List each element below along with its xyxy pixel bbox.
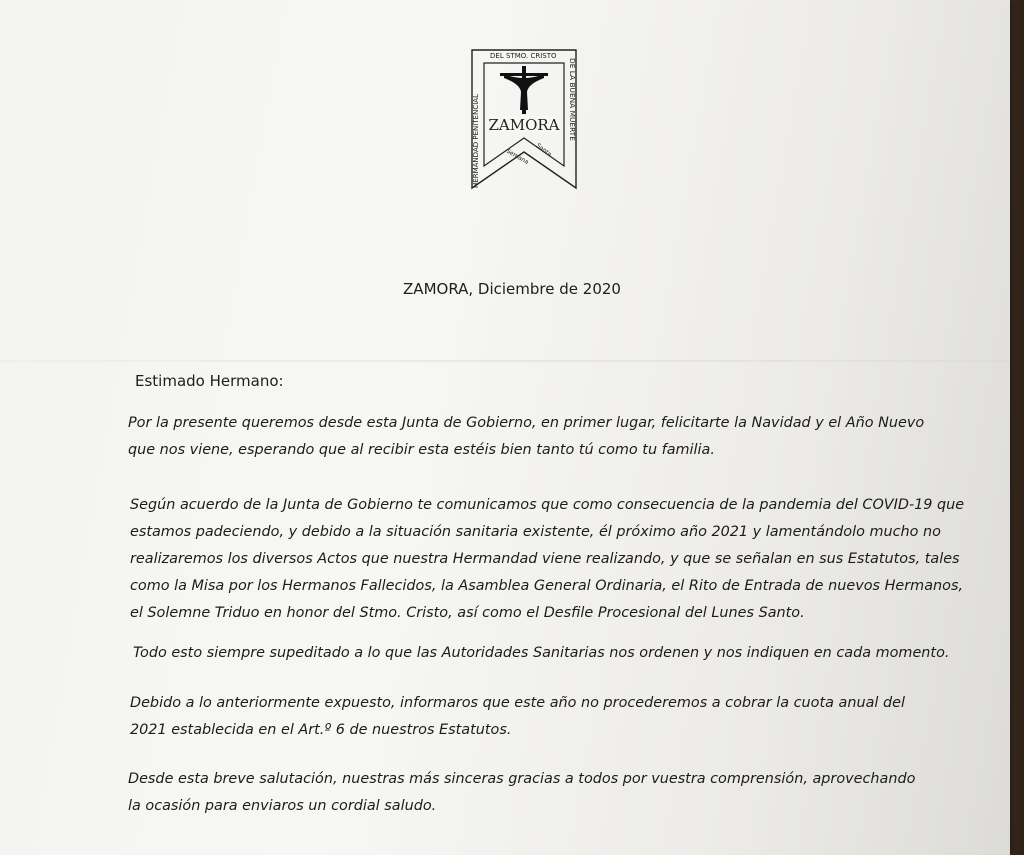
paragraph-line: como la Misa por los Hermanos Fallecidos, la Asamblea General Ordinaria, el Rito de Entrada de nuevos Hermanos, xyxy=(130,578,964,594)
emblem-bottom-left-text: Semana xyxy=(505,147,530,166)
letter-date: ZAMORA, Diciembre de 2020 xyxy=(403,280,621,298)
paragraph-line: Desde esta breve salutación, nuestras más sinceras gracias a todos por vuestra comprensión, aprovechando xyxy=(128,771,916,787)
paragraph-authorities xyxy=(133,640,950,667)
emblem-left-text: HERMANDAD PENITENCIAL xyxy=(472,93,480,188)
paper-fold xyxy=(0,360,1010,362)
emblem-top-text: DEL STMO. CRISTO xyxy=(490,52,557,60)
emblem-right-text: DE LA BUENA MUERTE xyxy=(568,58,577,141)
paragraph-closing xyxy=(128,766,928,820)
paragraph-line: 2021 establecida en el Art.º 6 de nuestros Estatutos. xyxy=(130,722,512,738)
paragraph-line: que nos viene, esperando que al recibir esta estéis bien tanto tú como tu familia. xyxy=(128,442,715,458)
letter-salutation: Estimado Hermano: xyxy=(135,372,284,390)
paragraph-announcement xyxy=(130,492,965,627)
emblem-center-text: ZAMORA xyxy=(488,116,560,134)
paragraph-line: el Solemne Triduo en honor del Stmo. Cristo, así como el Desfile Procesional del Lunes Santo. xyxy=(130,605,805,621)
paragraph-greeting xyxy=(128,410,928,464)
paragraph-line: realizaremos los diversos Actos que nuestra Hermandad viene realizando, y que se señalan en sus Estatutos, tales xyxy=(130,551,960,567)
paragraph-line: Por la presente queremos desde esta Junta de Gobierno, en primer lugar, felicitarte la Navidad y el Año Nuevo xyxy=(128,415,925,431)
paragraph-line: la ocasión para enviaros un cordial saludo. xyxy=(128,798,437,814)
crucifix-icon xyxy=(500,66,548,114)
brotherhood-emblem xyxy=(470,48,578,196)
paragraph-line: estamos padeciendo, y debido a la situación sanitaria existente, él próximo año 2021 y lamentándolo mucho no xyxy=(130,524,941,540)
paragraph-line: Según acuerdo de la Junta de Gobierno te comunicamos que como consecuencia de la pandemia del COVID-19 que xyxy=(130,497,965,513)
emblem-bottom-right-text: Santa xyxy=(534,142,553,159)
paragraph-line: Todo esto siempre supeditado a lo que las Autoridades Sanitarias nos ordenen y nos indiquen en cada momento. xyxy=(133,645,950,661)
paragraph-fee xyxy=(130,690,930,744)
paragraph-line: Debido a lo anteriormente expuesto, informaros que este año no procederemos a cobrar la cuota anual del xyxy=(130,695,905,711)
